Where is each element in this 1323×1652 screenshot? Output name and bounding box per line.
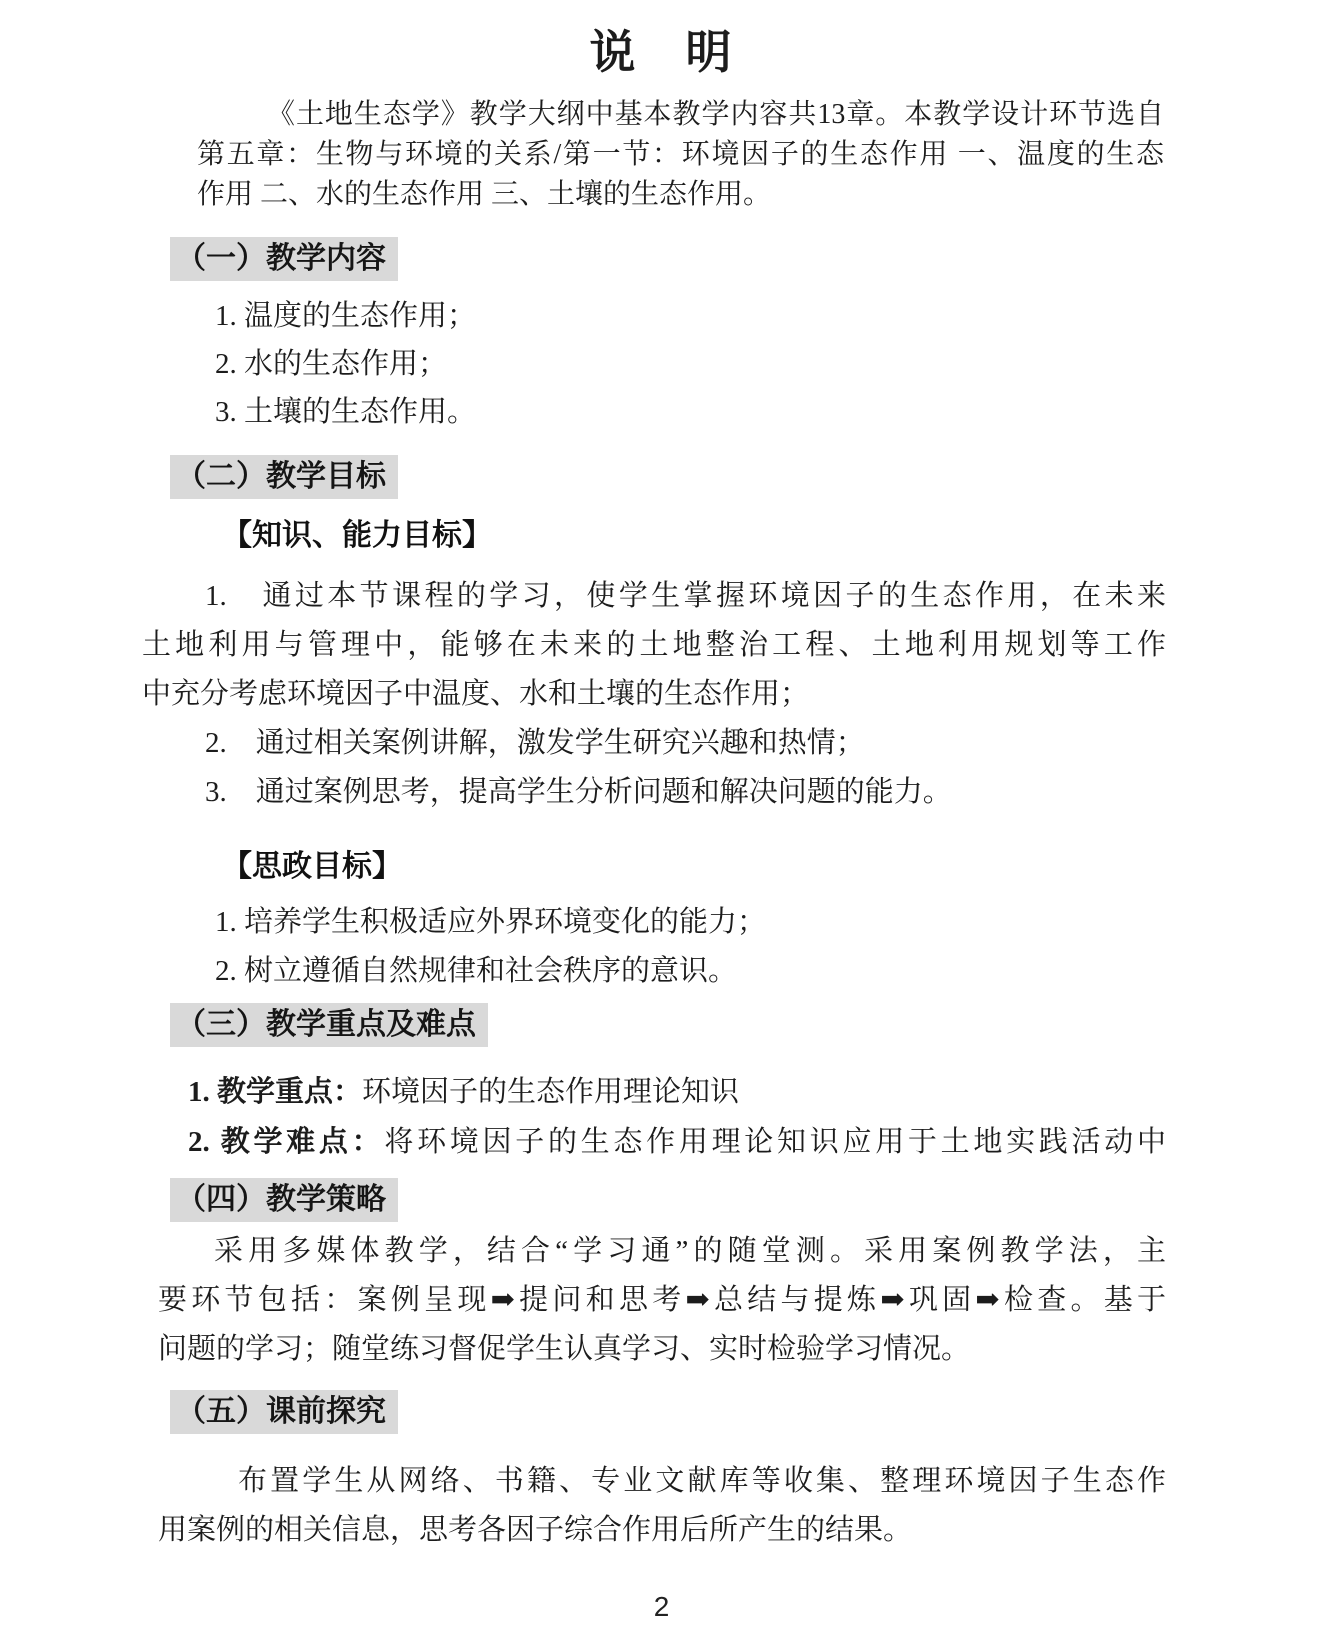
teaching-content-item-1: 1. 温度的生态作用；	[215, 300, 477, 332]
section-1-items	[215, 292, 1175, 436]
section-3-heading: （三）教学重点及难点	[170, 1003, 488, 1047]
ideology-goal-heading: 【思政目标】	[222, 850, 402, 883]
strategy-line-1: 采用多媒体教学，结合“学习通”的随堂测。采用案例教学法，主	[214, 1235, 1166, 1267]
pre-class-line-1: 布置学生从网络、书籍、专业文献库等收集、整理环境因子生态作	[238, 1465, 1166, 1497]
section-3-items	[188, 1067, 1166, 1167]
pre-class-paragraph	[158, 1457, 1166, 1555]
ideology-item-2: 2. 树立遵循自然规律和社会秩序的意识。	[215, 955, 738, 987]
strategy-line-2: 要环节包括：案例呈现➡提问和思考➡总结与提炼➡巩固➡检查。基于	[158, 1284, 1166, 1316]
knowledge-item-2: 2. 通过相关案例讲解，激发学生研究兴趣和热情；	[205, 727, 865, 759]
section-4-heading: （四）教学策略	[170, 1178, 398, 1222]
section-1-heading: （一）教学内容	[170, 237, 398, 281]
ideology-item-1: 1. 培养学生积极适应外界环境变化的能力；	[215, 906, 767, 938]
ideology-goal-items	[215, 898, 1165, 996]
page-title: 说 明	[589, 26, 734, 78]
key-point-label: 1. 教学重点：	[188, 1076, 363, 1108]
knowledge-item-1-line-3: 中充分考虑环境因子中温度、水和土壤的生态作用；	[142, 678, 810, 710]
teaching-content-item-3: 3. 土壤的生态作用。	[215, 396, 477, 428]
key-point-text: 环境因子的生态作用理论知识	[362, 1076, 740, 1108]
intro-line-1: 《土地生态学》教学大纲中基本教学内容共13章。本教学设计环节选自	[267, 99, 1164, 130]
key-point-item	[188, 1067, 1166, 1117]
difficult-point-text: 将环境因子的生态作用理论知识应用于土地实践活动中	[384, 1126, 1166, 1158]
teaching-content-item-2: 2. 水的生态作用；	[215, 348, 448, 380]
page-number: 2	[653, 1591, 670, 1622]
section-5-heading: （五）课前探究	[170, 1390, 398, 1434]
intro-line-2: 第五章：生物与环境的关系/第一节：环境因子的生态作用 一、温度的生态	[197, 139, 1164, 170]
difficult-point-item	[188, 1117, 1166, 1167]
knowledge-goal-paragraph	[142, 572, 1166, 817]
section-2-heading: （二）教学目标	[170, 455, 398, 499]
knowledge-item-1-line-2: 土地利用与管理中，能够在未来的土地整治工程、土地利用规划等工作	[142, 629, 1166, 661]
intro-paragraph	[197, 95, 1164, 215]
difficult-point-label: 2. 教学难点：	[188, 1126, 385, 1158]
knowledge-item-1-line-1: 1. 通过本节课程的学习，使学生掌握环境因子的生态作用，在未来	[205, 580, 1166, 612]
knowledge-goal-heading: 【知识、能力目标】	[222, 519, 492, 552]
pre-class-line-2: 用案例的相关信息，思考各因子综合作用后所产生的结果。	[158, 1514, 913, 1546]
intro-line-3: 作用 二、水的生态作用 三、土壤的生态作用。	[197, 179, 772, 210]
strategy-line-3: 问题的学习；随堂练习督促学生认真学习、实时检验学习情况。	[158, 1333, 971, 1365]
teaching-strategy-paragraph	[158, 1227, 1166, 1374]
knowledge-item-3: 3. 通过案例思考，提高学生分析问题和解决问题的能力。	[205, 776, 952, 808]
